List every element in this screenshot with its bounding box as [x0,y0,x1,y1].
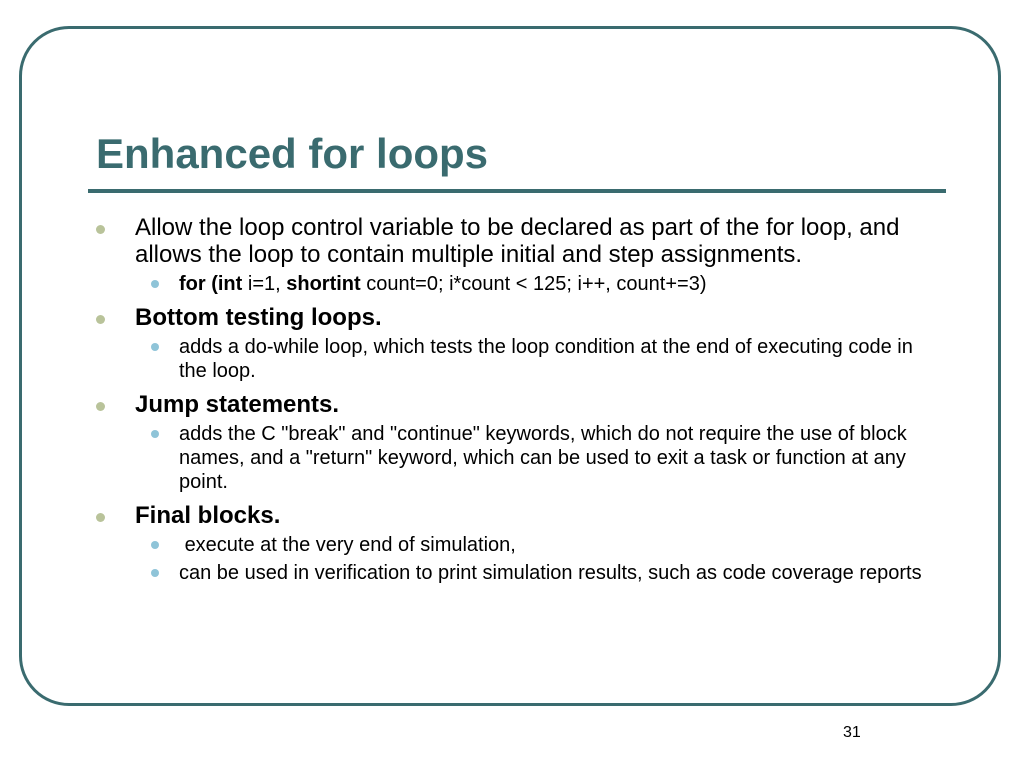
code-example [96,272,946,296]
bullet-text: Jump statements. [135,391,340,418]
slide-title: Enhanced for loops [96,130,489,177]
bullet-text: Final blocks. [135,502,281,529]
sublist-final-blocks [96,533,946,585]
sub-bullet [96,533,946,557]
keyword-for-int: for (int [179,273,243,295]
sub-bullet-text: execute at the very end of simulation, [179,534,516,556]
sub-bullet-dot-icon [151,430,159,438]
keyword-shortint: shortint [286,273,361,295]
bullet-dot-icon [96,402,105,411]
page-number: 31 [843,724,861,741]
bullet-jump-statements [96,391,946,418]
sublist-loop-variable [96,272,946,296]
sub-bullet-text: adds the C "break" and "continue" keywords, which do not require the use of block names, and a "return" keyword, which can be used to exit a task or function at any point. [179,423,907,493]
sub-bullet [96,561,946,585]
bullet-bottom-testing-loops [96,304,946,331]
title-underline [88,189,946,193]
sub-bullet-text: adds a do-while loop, which tests the loop condition at the end of executing code in the loop. [179,336,913,382]
bullet-dot-icon [96,315,105,324]
sublist-jump-statements [96,422,946,494]
sublist-bottom-testing [96,335,946,383]
code-init: i=1, [242,273,287,295]
slide-content [96,214,946,593]
sub-bullet [96,422,946,494]
bullet-text: Allow the loop control variable to be declared as part of the for loop, and allows the loop to contain multiple initial and step assignments. [135,214,900,268]
bullet-loop-variable [96,214,946,268]
bullet-dot-icon [96,513,105,522]
sub-bullet-dot-icon [151,569,159,577]
bullet-text: Bottom testing loops. [135,304,382,331]
bullet-dot-icon [96,225,105,234]
sub-bullet [96,335,946,383]
sub-bullet-text: can be used in verification to print simulation results, such as code coverage reports [179,562,922,584]
sub-bullet-dot-icon [151,343,159,351]
bullet-final-blocks [96,502,946,529]
sub-bullet-dot-icon [151,541,159,549]
sub-bullet-dot-icon [151,280,159,288]
code-rest: count=0; i*count < 125; i++, count+=3) [360,273,707,295]
